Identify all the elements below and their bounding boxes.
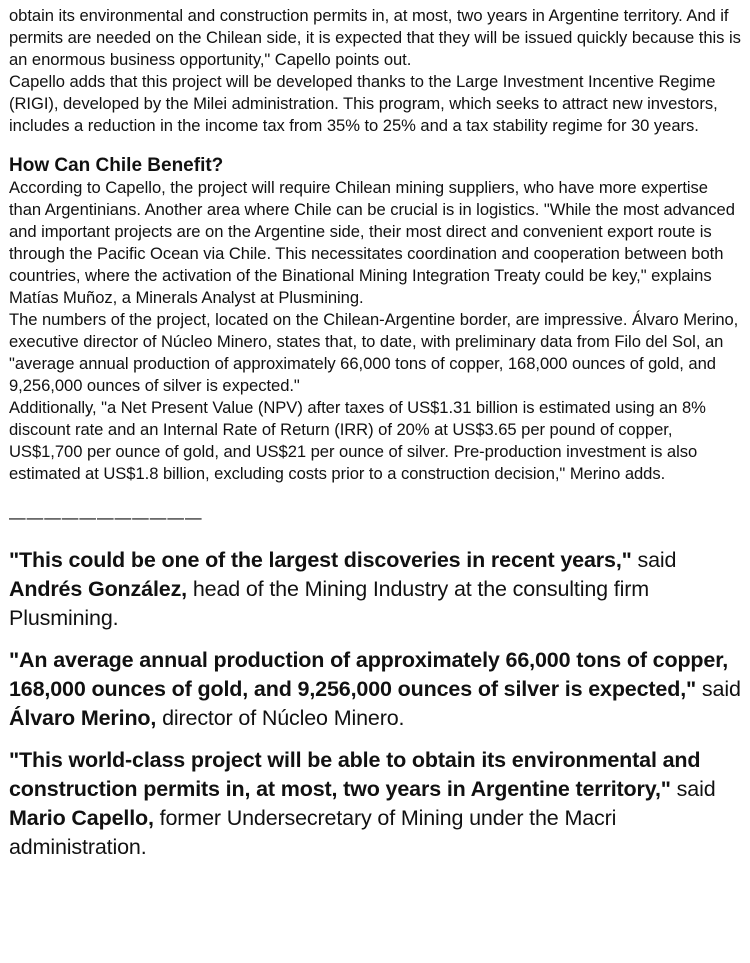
quote-text: "This world-class project will be able to obtain its environmental and construction permits in, at most, two years in Argentine territory,"	[9, 748, 701, 801]
section-paragraph: According to Capello, the project will require Chilean mining suppliers, who have more expertise than Argentinians. Another area where Chile can be crucial is in logistics. "While the most advanced and important projects are on the Argentine side, their most direct and convenient export route is through the Pacific Ocean via Chile. This necessitates coordination and cooperation between both countries, where the activation of the Binational Mining Integration Treaty could be key," explains Matías Muñoz, a Minerals Analyst at Plusmining.	[9, 178, 735, 307]
quote-text: "An average annual production of approximately 66,000 tons of copper, 168,000 ounces of gold, and 9,256,000 ounces of silver is expected,"	[9, 648, 729, 701]
quote-speaker-role: former Undersecretary of Mining under the Macri administration.	[9, 806, 617, 859]
section-heading: How Can Chile Benefit?	[9, 155, 224, 176]
pull-quote	[9, 546, 742, 633]
quote-speaker: Andrés González,	[9, 577, 187, 601]
section-paragraph: Additionally, "a Net Present Value (NPV) after taxes of US$1.31 billion is estimated using an 8% discount rate and an Internal Rate of Return (IRR) of 20% at US$3.65 per pound of copper, US$1,700 per ounce of gold, and US$21 per ounce of silver. Pre-production investment is also estimated at US$1.8 billion, excluding costs prior to a construction decision," Merino adds.	[9, 398, 706, 483]
intro-paragraph: obtain its environmental and construction permits in, at most, two years in Argentine territory. And if permits are needed on the Chilean side, it is expected that they will be issued quickly because this is an enormous business opportunity," Capello points out.	[9, 6, 741, 69]
quote-said: said	[670, 777, 716, 801]
quote-speaker: Álvaro Merino,	[9, 706, 157, 730]
pull-quote	[9, 746, 742, 862]
quote-text: "This could be one of the largest discoveries in recent years,"	[9, 548, 632, 572]
paragraph-spacer	[9, 137, 742, 154]
quote-said: said	[696, 677, 741, 701]
intro-paragraph: Capello adds that this project will be developed thanks to the Large Investment Incentive Regime (RIGI), developed by the Milei administration. This program, which seeks to attract new investors, includes a reduction in the income tax from 35% to 25% and a tax stability regime for 30 years.	[9, 72, 718, 135]
quote-said: said	[631, 548, 677, 572]
quote-speaker-role: director of Núcleo Minero.	[156, 706, 405, 730]
pull-quote	[9, 646, 742, 733]
pull-quotes	[9, 546, 742, 862]
section-paragraph: The numbers of the project, located on the Chilean-Argentine border, are impressive. Álvaro Merino, executive director of Núcleo Minero, states that, to date, with preliminary data from Filo del Sol, an "average annual production of approximately 66,000 tons of copper, 168,000 ounces of gold, and 9,256,000 ounces of silver is expected."	[9, 310, 739, 395]
quote-speaker-role: head of the Mining Industry at the consulting firm Plusmining.	[9, 577, 650, 630]
section-divider: ———————————	[9, 508, 203, 527]
quote-speaker: Mario Capello,	[9, 806, 154, 830]
